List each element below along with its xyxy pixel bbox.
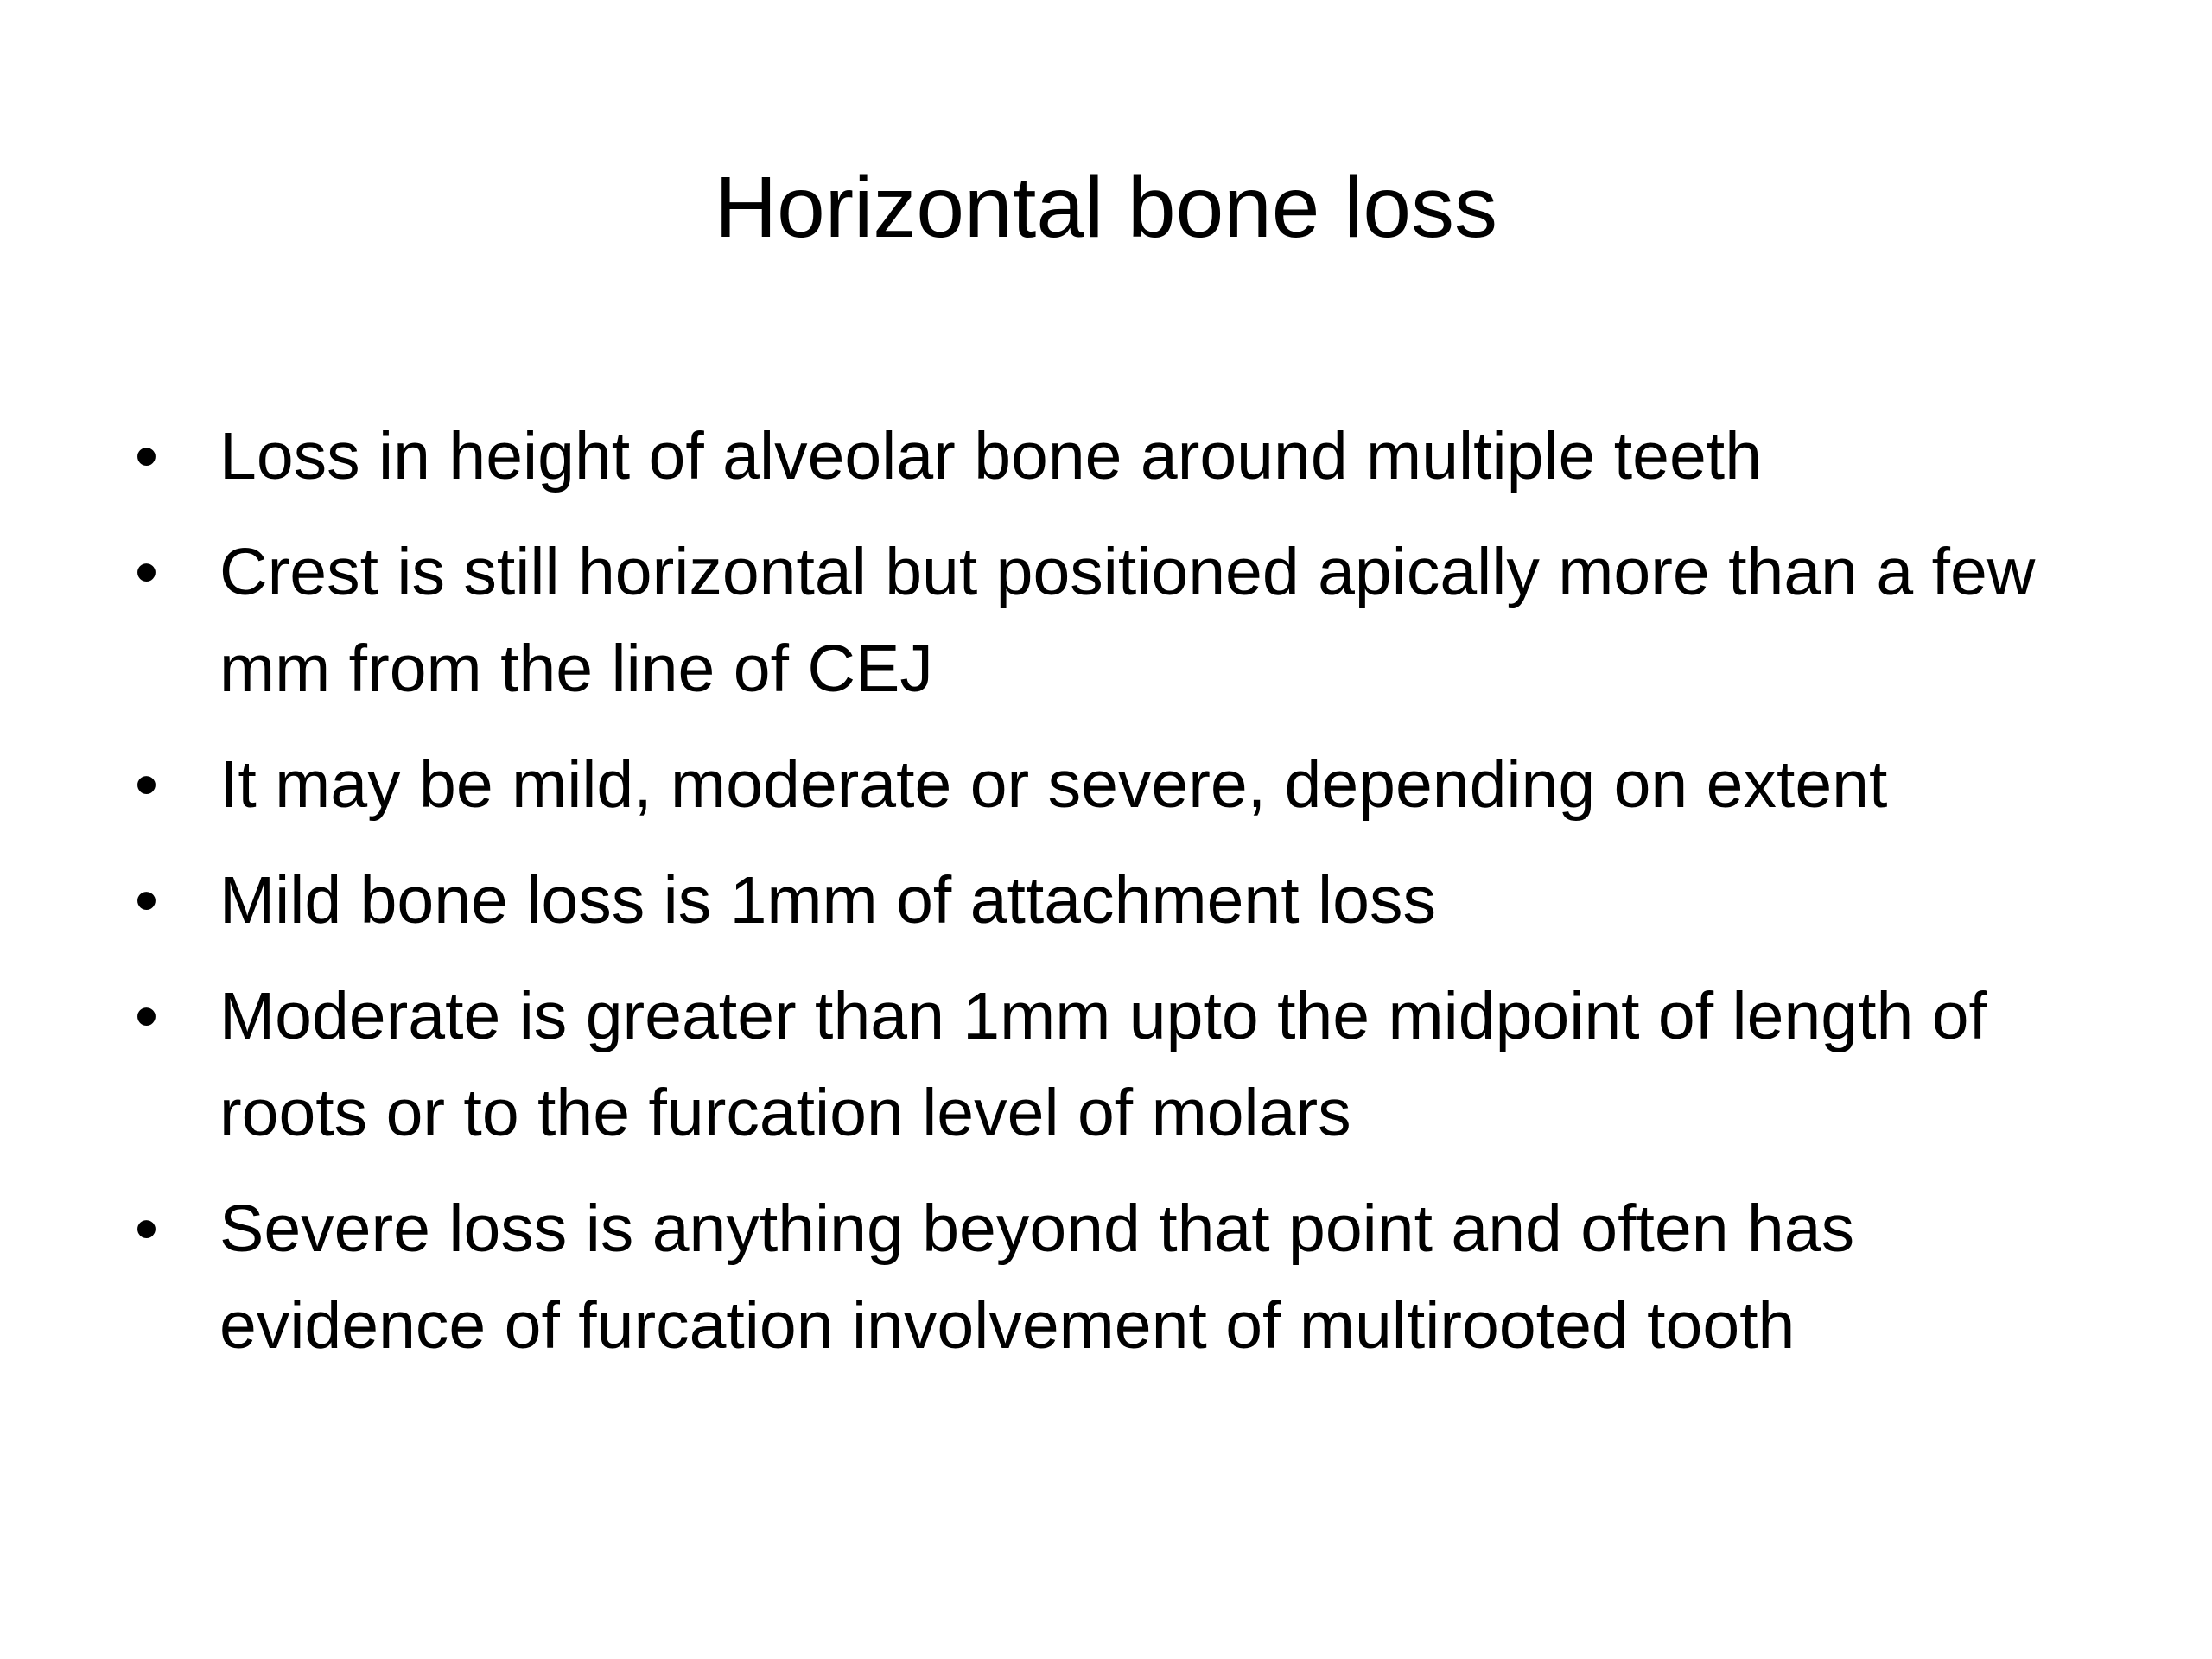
bullet-list: [130, 408, 2117, 1393]
bullet-icon: •: [135, 979, 158, 1053]
bullet-text: Moderate is greater than 1mm upto the midpoint of length of roots or to the furcation level of molars: [219, 979, 1987, 1150]
bullet-text: Mild bone loss is 1mm of attachment loss: [219, 863, 1436, 938]
bullet-text: Loss in height of alveolar bone around multiple teeth: [219, 419, 1763, 493]
bullet-icon: •: [135, 1192, 158, 1266]
bullet-icon: •: [135, 863, 158, 938]
bullet-item: [130, 968, 2117, 1161]
bullet-icon: •: [135, 419, 158, 493]
bullet-icon: •: [135, 535, 158, 609]
bullet-item: [130, 736, 2117, 833]
bullet-icon: •: [135, 747, 158, 822]
bullet-text: Crest is still horizontal but positioned apically more than a few mm from the line of CEJ: [219, 535, 2036, 706]
bullet-item: [130, 408, 2117, 505]
bullet-text: Severe loss is anything beyond that point and often has evidence of furcation involvement of multirooted tooth: [219, 1192, 1855, 1363]
bullet-text: It may be mild, moderate or severe, depending on extent: [219, 747, 1888, 822]
bullet-item: [130, 524, 2117, 717]
bullet-item: [130, 1180, 2117, 1374]
slide-title: Horizontal bone loss: [714, 159, 1498, 256]
bullet-item: [130, 852, 2117, 949]
